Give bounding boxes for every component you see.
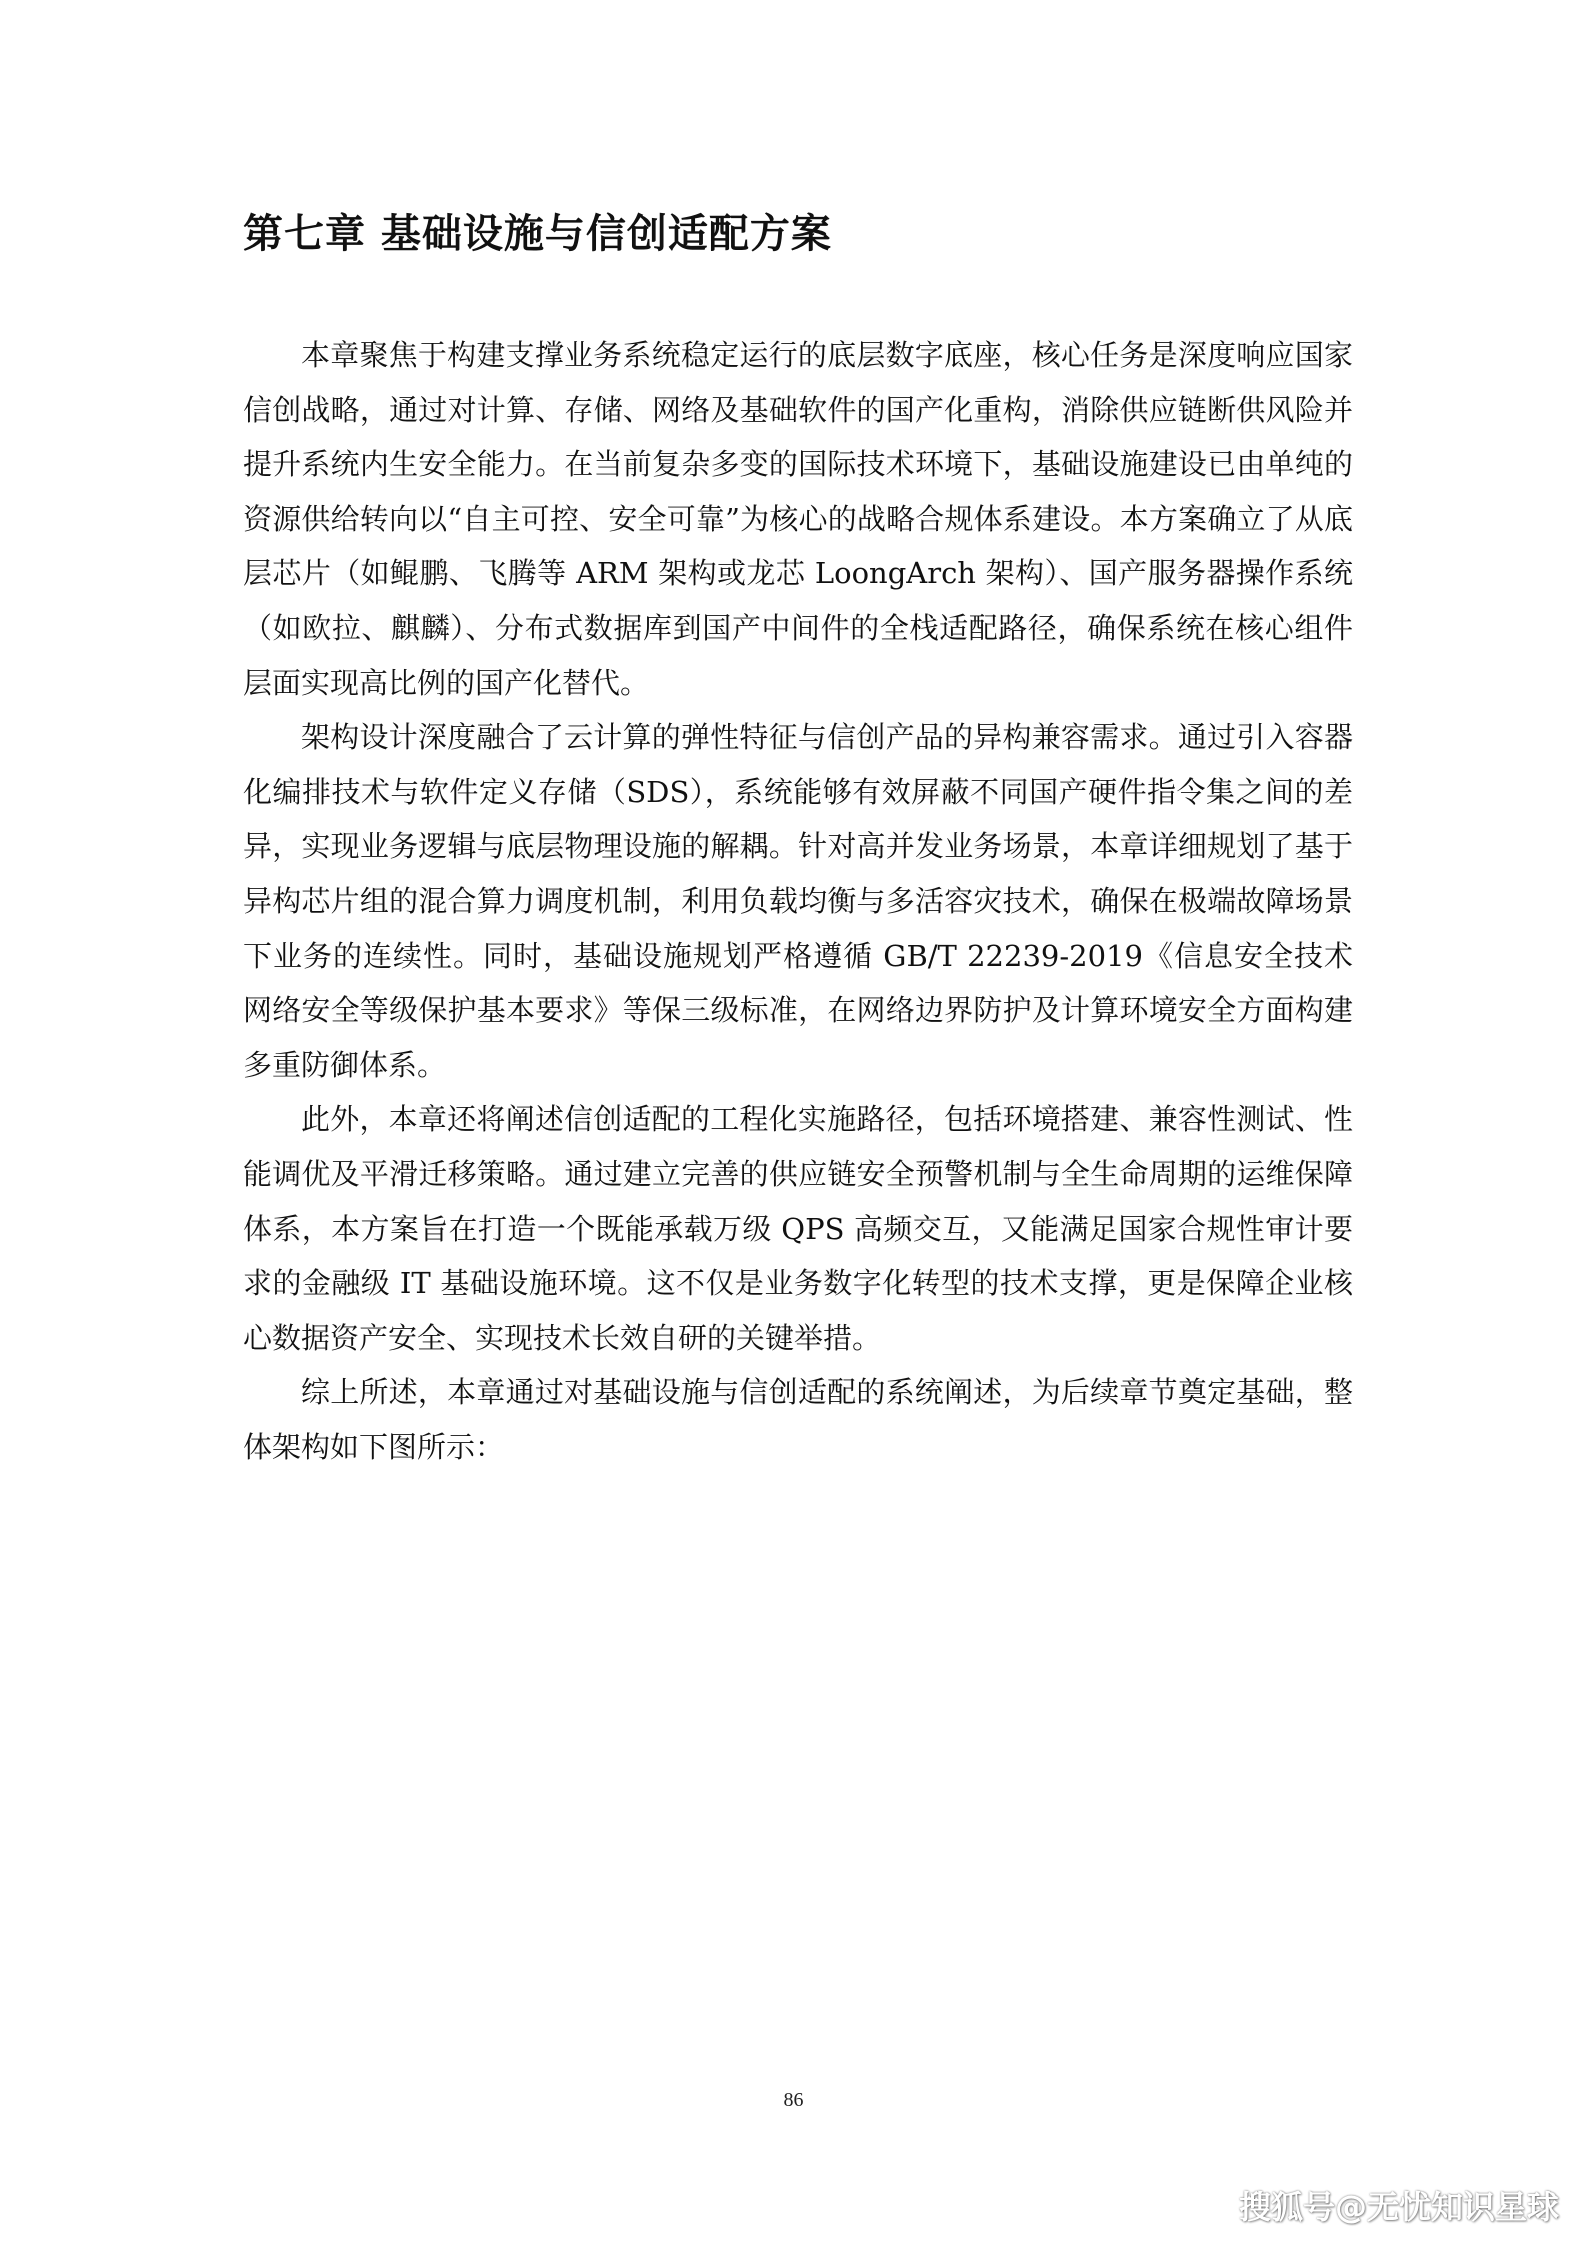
paragraph-summary: 综上所述，本章通过对基础设施与信创适配的系统阐述，为后续章节奠定基础，整体架构如下图所示： — [243, 1375, 1353, 1464]
source-watermark: 搜狐号@无忧知识星球 — [1238, 2188, 1559, 2226]
page-number: 86 — [783, 2089, 804, 2111]
chapter-title: 第七章 基础设施与信创适配方案 — [243, 211, 832, 257]
paragraph-intro: 本章聚焦于构建支撑业务系统稳定运行的底层数字底座，核心任务是深度响应国家信创战略，通过对计算、存储、网络及基础软件的国产化重构，消除供应链断供风险并提升系统内生安全能力。在当前复杂多变的国际技术环境下，基础设施建设已由单纯的资源供给转向以“自主可控、安全可靠”为核心的战略合规体系建设。本方案确立了从底层芯片（如鲲鹏、飞腾等 ARM 架构或龙芯 LoongArch 架构）、国产服务器操作系统（如欧拉、麒麟）、分布式数据库到国产中间件的全栈适配路径，确保系统在核心组件层面实现高比例的国产化替代。 — [243, 338, 1353, 700]
paragraph-implementation: 此外，本章还将阐述信创适配的工程化实施路径，包括环境搭建、兼容性测试、性能调优及平滑迁移策略。通过建立完善的供应链安全预警机制与全生命周期的运维保障体系，本方案旨在打造一个既能承载万级 QPS 高频交互，又能满足国家合规性审计要求的金融级 IT 基础设施环境。这不仅是业务数字化转型的技术支撑，更是保障企业核心数据资产安全、实现技术长效自研的关键举措。 — [243, 1102, 1353, 1355]
body-text — [243, 328, 1353, 1474]
paragraph-architecture: 架构设计深度融合了云计算的弹性特征与信创产品的异构兼容需求。通过引入容器化编排技术与软件定义存储（SDS），系统能够有效屏蔽不同国产硬件指令集之间的差异，实现业务逻辑与底层物理设施的解耦。针对高并发业务场景，本章详细规划了基于异构芯片组的混合算力调度机制，利用负载均衡与多活容灾技术，确保在极端故障场景下业务的连续性。同时，基础设施规划严格遵循 GB/T 22239-2019《信息安全技术 网络安全等级保护基本要求》等保三级标准，在网络边界防护及计算环境安全方面构建多重防御体系。 — [243, 720, 1353, 1082]
